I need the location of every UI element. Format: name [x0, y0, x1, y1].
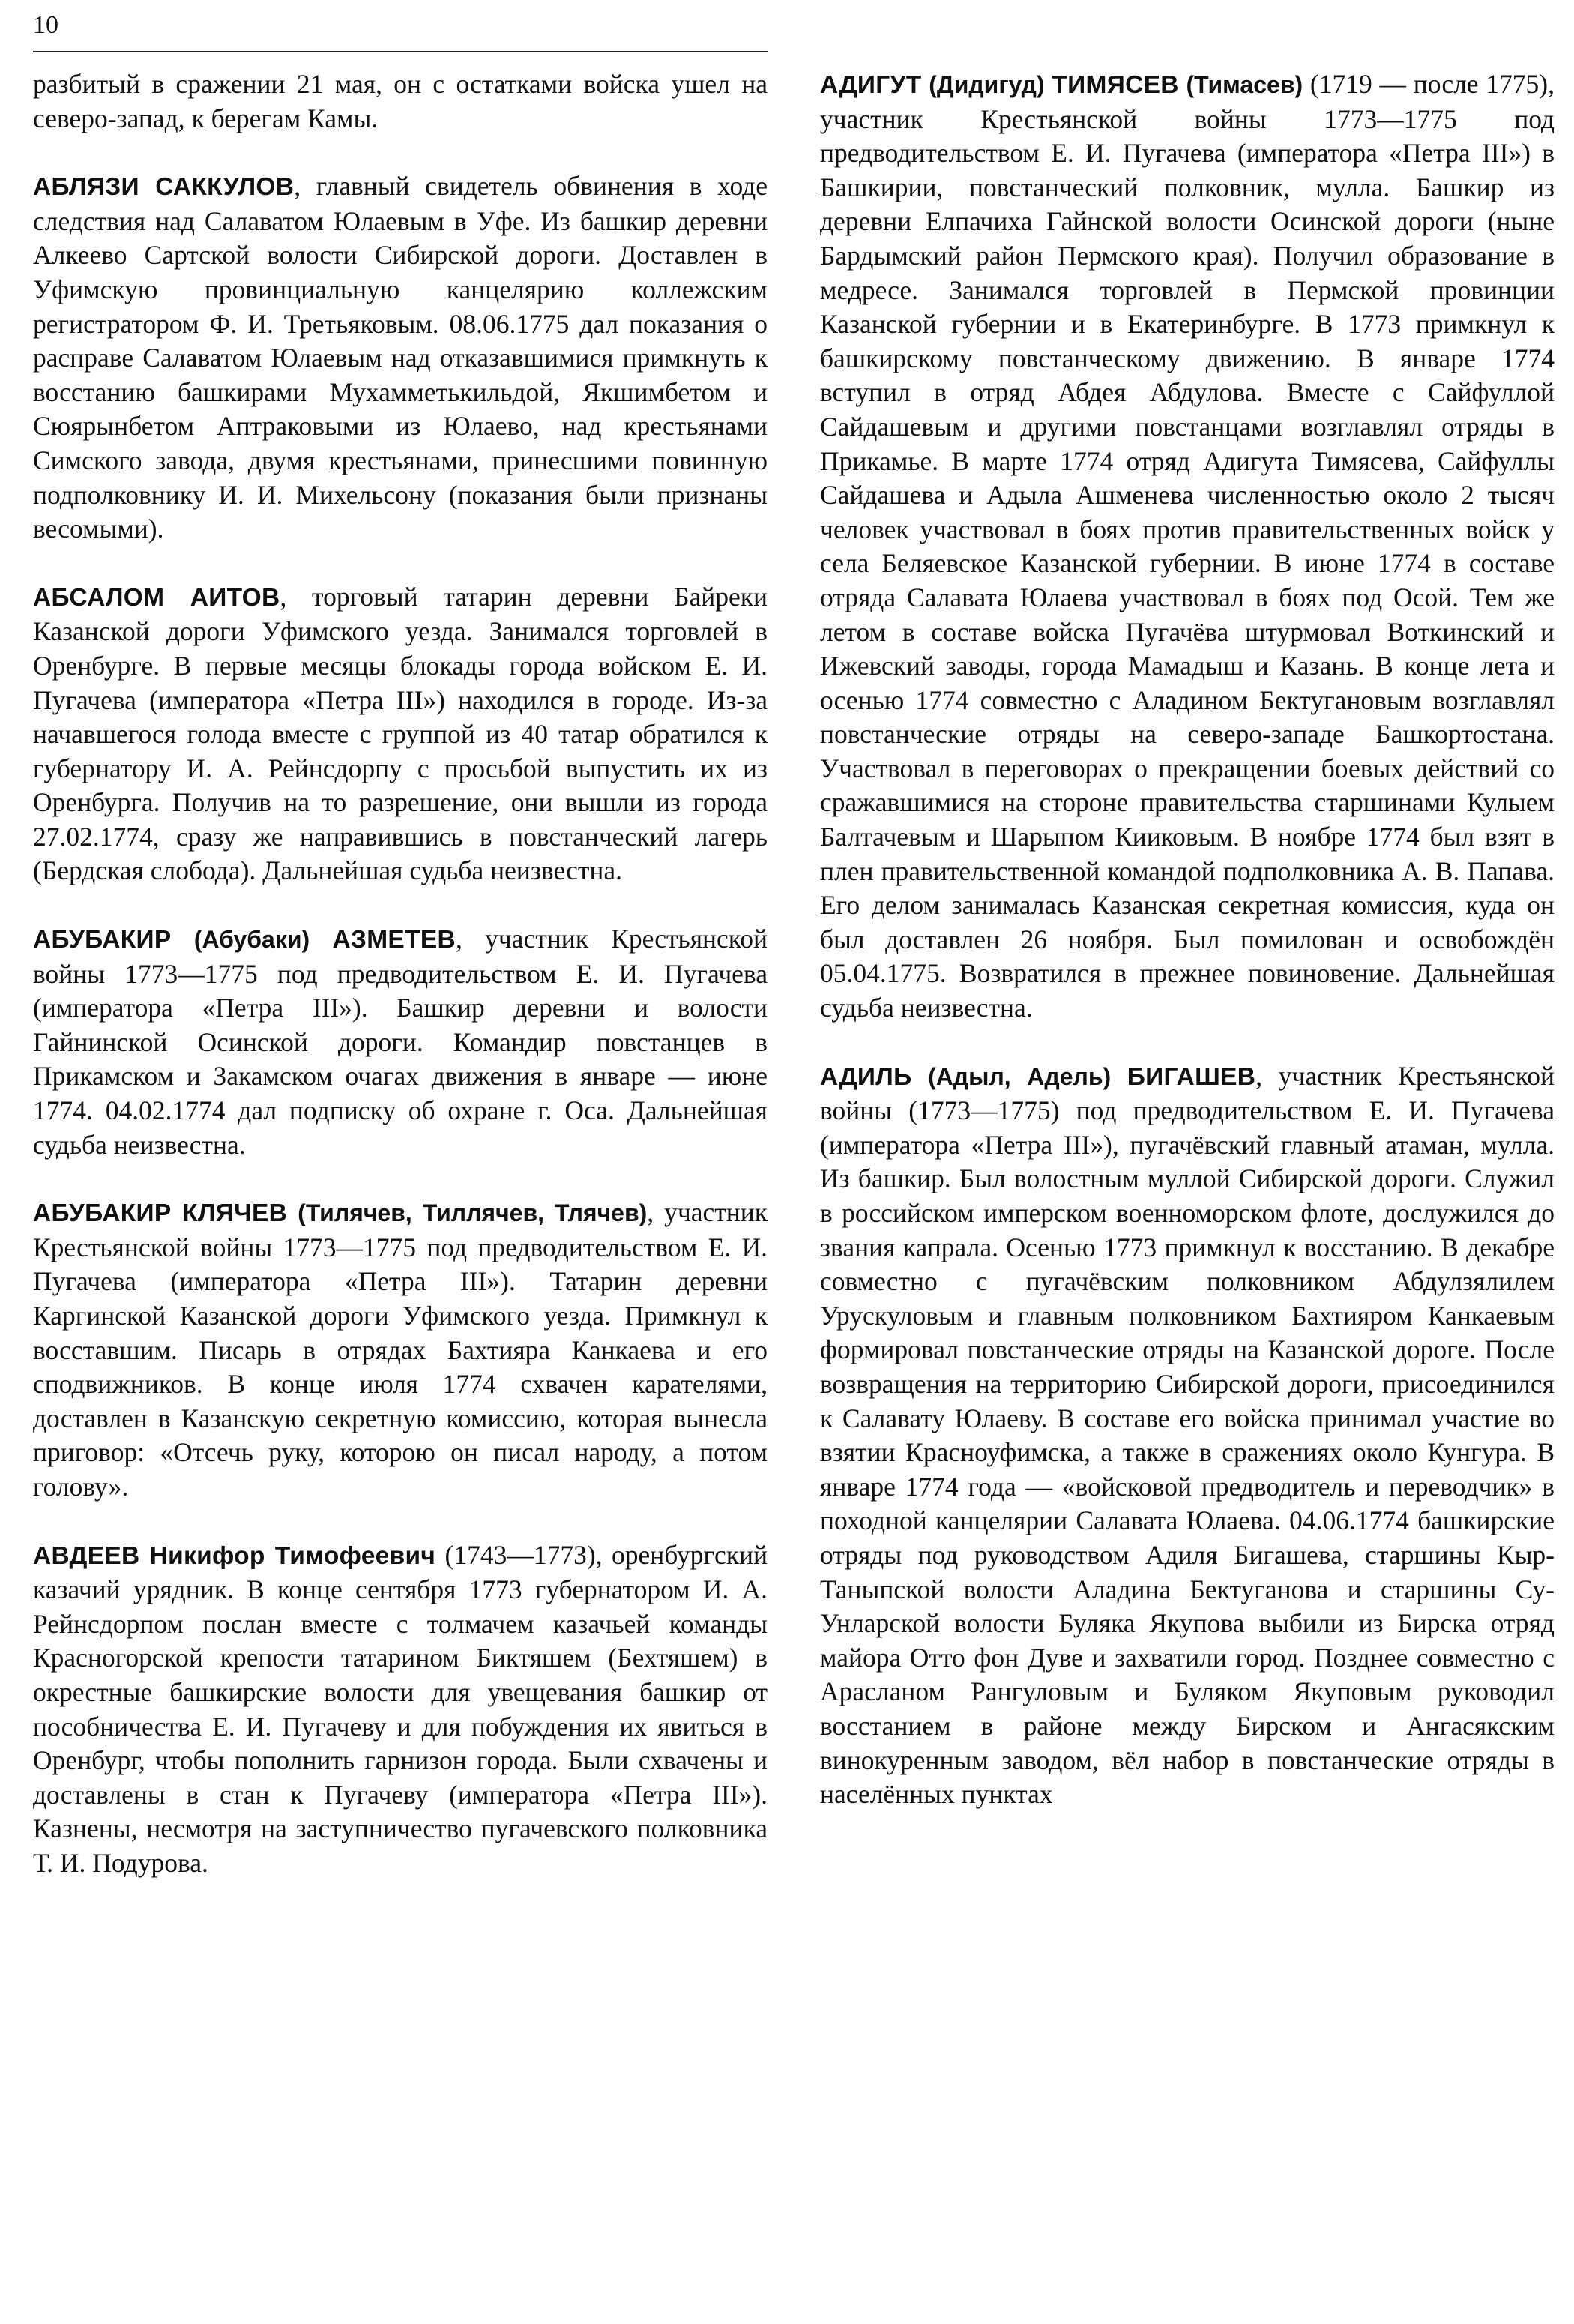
entry-heading: АБСАЛОМ АИТОВ	[33, 583, 280, 612]
entry-heading-surname: АЗМЕТЕВ	[332, 926, 456, 954]
entry-heading: АВДЕЕВ Никифор Тимофеевич	[33, 1541, 436, 1570]
entry-heading: АДИГУТ	[820, 71, 922, 99]
entry-text: , главный свидетель обвинения в ходе следствия над Салаватом Юлаевым в Уфе. Из башкир деревни Алкеево Сартской волости Сибирской дороги. Доставлен в Уфимскую провинциальную канцелярию коллежским регистратором Ф. И. Третьяковым. 08.06.1775 дал показания о расправе Салаватом Юлаевым над отказавшимися примкнуть к восстанию башкирами Мухамметькильдой, Якшимбетом и Сюярынбетом Аптраковыми из Юлаево, над крестьянами Симского завода, двумя крестьянами, принесшими повинную подполковнику И. И. Михельсону (показания были признаны весомыми).	[33, 171, 768, 544]
entry-alt-name: (Тилячев, Тиллячев, Тлячев)	[287, 1199, 648, 1227]
header-rule	[33, 51, 768, 52]
entry-abubakir-klyachev	[33, 1196, 768, 1504]
left-column	[33, 67, 768, 1915]
continuation-text: разбитый в сражении 21 мая, он с остатками войска ушел на северо-запад, к берегам Камы.	[33, 69, 768, 133]
entry-heading-surname: ТИМЯСЕВ	[1052, 71, 1179, 99]
entry-heading: АБУБАКИР	[33, 926, 172, 954]
entry-heading: АДИЛЬ	[820, 1062, 912, 1091]
entry-heading: АБУБАКИР КЛЯЧЕВ	[33, 1199, 288, 1228]
entry-text: , торговый татарин деревни Байреки Казанской дороги Уфимского уезда. Занимался торговлей в Оренбурге. В первые месяцы блокады города войском Е. И. Пугачева (императора «Петра III») находился в городе. Из-за начавшегося голода вместе с группой из 40 татар обратился к губернатору И. А. Рейнсдорпу с просьбой выпустить их из Оренбурга. Получив на то разрешение, они вышли из города 27.02.1774, сразу же направившись в повстанческий лагерь (Бердская слобода). Дальнейшая судьба неизвестна.	[33, 581, 768, 886]
entry-adigut-timyasev	[820, 67, 1555, 1026]
entry-text: (1743—1773), оренбургский казачий урядник. В конце сентября 1773 губернатором И. А. Рейнсдорпом послан вместе с толмачем казачьей команды Красногорской крепости татарином Биктяшем (Бехтяшем) в окрестные башкирские волости для увещевания башкир от пособничества Е. И. Пугачеву и для побуждения их явиться в Оренбург, чтобы пополнить гарнизон города. Были схвачены и доставлены в стан к Пугачеву (императора «Петра III»). Казнены, несмотря на заступничество пугачевского полковника Т. И. Подурова.	[33, 1539, 768, 1878]
entry-alt-name: (Дидигуд)	[921, 71, 1052, 98]
entry-alt-name: (Абубаки)	[171, 926, 333, 954]
entry-adil-bigashev	[820, 1059, 1555, 1812]
entry-heading: АБЛЯЗИ САККУЛОВ	[33, 173, 295, 202]
entry-heading-surname: БИГАШЕВ	[1127, 1062, 1256, 1091]
entry-text: , участник Крестьянской войны (1773—1775) под предводительством Е. И. Пугачева (императора «Петра III»), пугачёвский главный атаман, мулла. Из башкир. Был волостным муллой Сибирской дороги. Служил в российском имперском военноморском флоте, дослужился до звания капрала. Осенью 1773 примкнул к восстанию. В декабре совместно с пугачёвским полковником Абдулзялилем Урускуловым и главным полковником Бахтияром Канкаевым формировал повстанческие отряды на Казанской дороге. После возвращения на территорию Сибирской дороги, присоединился к Салавату Юлаеву. В составе его войска принимал участие во взятии Красноуфимска, а также в сражениях около Кунгура. В январе 1774 года — «войсковой предводитель и переводчик» в походной канцелярии Салавата Юлаева. 04.06.1774 башкирские отряды под руководством Адиля Бигашева, старшины Кыр-Таныпской волости Аладина Бектуганова и старшины Су-Унларской волости Буляка Якупова выбили из Бирска отряд майора Отто фон Дуве и захватили город. Позднее совместно с Арасланом Рангуловым и Буляком Якуповым руководил восстанием в районе между Бирском и Ангасякским винокуренным заводом, вёл набор в повстанческие отряды в населённых пунктах	[820, 1060, 1555, 1810]
entry-ablyazi-sakkulov	[33, 169, 768, 547]
right-column	[820, 67, 1555, 1846]
entry-avdeev	[33, 1538, 768, 1881]
entry-text: , участник Крестьянской войны 1773—1775 под предводительством Е. И. Пугачева (императора «Петра III»). Башкир деревни и волости Гайнинской Осинской дороги. Командир повстанцев в Прикамском и Закамском очагах движения в январе — июне 1774. 04.02.1774 дал подписку об охране г. Оса. Дальнейшая судьба неизвестна.	[33, 924, 768, 1160]
entry-absalom-aitov	[33, 580, 768, 888]
page-number: 10	[33, 11, 58, 39]
entry-alt-surname: (Тимасев)	[1178, 71, 1303, 98]
entry-text: (1719 — после 1775), участник Крестьянской войны 1773—1775 под предводительством Е. И. Пугачева (императора «Петра III») в Башкирии, повстанческий полковник, мулла. Башкир из деревни Елпачиха Гайнской волости Осинской дороги (ныне Бардымский район Пермского края). Получил образование в медресе. Занимался торговлей в Пермской провинции Казанской губернии и в Екатеринбурге. В 1773 примкнул к башкирскому повстанческому движению. В январе 1774 вступил в отряд Абдея Абдулова. Вместе с Сайфуллой Сайдашевым и другими повстанцами возглавлял отряды в Прикамье. В марте 1774 отряд Адигута Тимясева, Сайфуллы Сайдашева и Адыла Ашменева численностью около 2 тысяч человек участвовал в боях против правительственных войск у села Беляевское Казанской губернии. В июне 1774 в составе отряда Салавата Юлаева участвовал в боях под Осой. Тем же летом в составе войска Пугачёва штурмовал Воткинский и Ижевский заводы, города Мамадыш и Казань. В конце лета и осенью 1774 совместно с Аладином Бектугановым возглавлял повстанческие отряды на северо-западе Башкортостана. Участвовал в переговорах о прекращении боевых действий со сражавшимися на стороне правительства старшинами Кулыем Балтачевым и Шарыпом Кииковым. В ноябре 1774 был взят в плен правительственной командой подполковника А. В. Папава. Его делом занималась Казанская секретная комиссия, куда он был доставлен 26 ноября. Был помилован и освобождён 05.04.1775. Возвратился в прежнее повиновение. Дальнейшая судьба неизвестна.	[820, 69, 1555, 1023]
entry-alt-name: (Адыл, Адель)	[911, 1062, 1127, 1090]
entry-text: , участник Крестьянской войны 1773—1775 под предводительством Е. И. Пугачева (императора «Петра III»). Татарин деревни Каргинской Казанской дороги Уфимского уезда. Примкнул к восставшим. Писарь в отрядах Бахтияра Канкаева и его сподвижников. В конце июля 1774 схвачен карателями, доставлен в Казанскую секретную комиссию, которая вынесла приговор: «Отсечь руку, которою он писал народу, а потом голову».	[33, 1197, 768, 1502]
entry-abubakir-azmetev	[33, 922, 768, 1162]
